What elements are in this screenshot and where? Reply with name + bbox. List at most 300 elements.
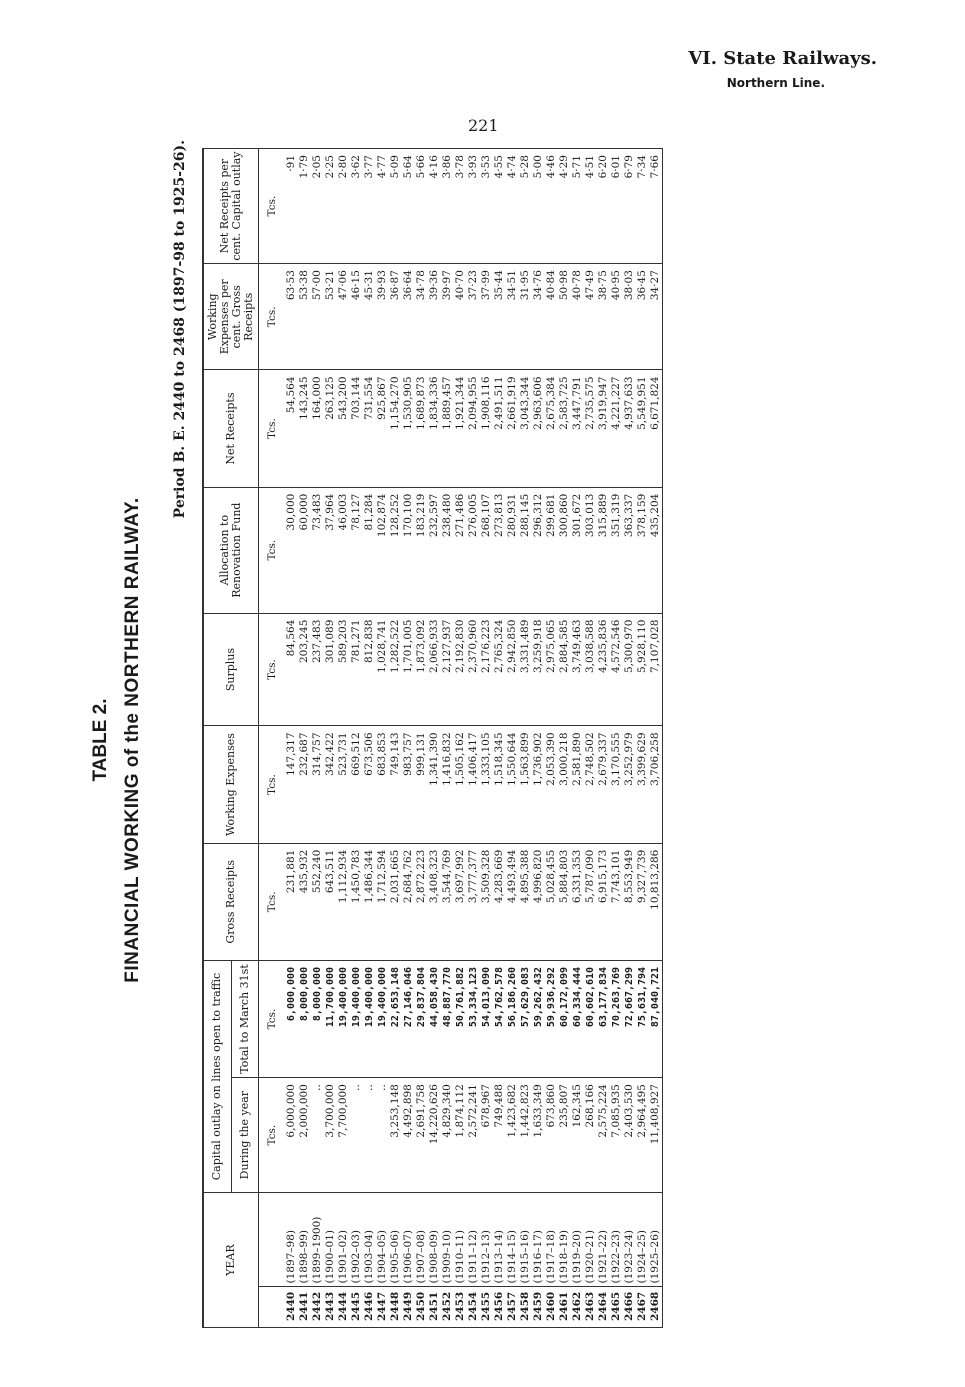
cell-allocation: 128,252: [389, 487, 402, 613]
cell-surplus: 1,873,092: [415, 613, 428, 726]
cell-total-to: 72,667,299: [623, 960, 636, 1077]
cell-be-year: 2463: [584, 1286, 597, 1327]
table-row: [467, 149, 480, 1328]
cell-working-expenses: 2,053,390: [545, 726, 558, 843]
cell-gross-receipts: 2,684,762: [402, 843, 415, 960]
cell-during-year: 14,220,626: [428, 1078, 441, 1193]
unit-label: Tcs.: [259, 264, 286, 370]
cell-allocation: 46,003: [337, 487, 350, 613]
cell-surplus: 1,282,522: [389, 613, 402, 726]
cell-total-to: 19,400,000: [363, 960, 376, 1077]
cell-ce-year: (1901–02): [337, 1193, 350, 1286]
cell-ce-year: (1899–1900): [311, 1193, 324, 1286]
unit-label: Tcs.: [259, 726, 286, 843]
cell-be-year: 2448: [389, 1286, 402, 1327]
cell-allocation: 102,874: [376, 487, 389, 613]
cell-net-pct: 5·28: [519, 149, 532, 264]
cell-gross-receipts: 2,031,665: [389, 843, 402, 960]
cell-gross-receipts: 3,777,377: [467, 843, 480, 960]
cell-working-pct: 37·99: [480, 264, 493, 370]
cell-surplus: 7,107,028: [649, 613, 663, 726]
cell-net-receipts: 1,689,873: [415, 370, 428, 487]
cell-working-expenses: 2,748,502: [584, 726, 597, 843]
cell-surplus: 2,370,960: [467, 613, 480, 726]
cell-ce-year: (1907–08): [415, 1193, 428, 1286]
cell-total-to: 60,172,099: [558, 960, 571, 1077]
table-row: [363, 149, 376, 1328]
cell-working-pct: 39·97: [441, 264, 454, 370]
cell-during-year: 4,492,898: [402, 1078, 415, 1193]
cell-be-year: 2466: [623, 1286, 636, 1327]
cell-total-to: 29,837,804: [415, 960, 428, 1077]
cell-during-year: 2,572,241: [467, 1078, 480, 1193]
col-during-year: During the year: [231, 1078, 258, 1193]
cell-working-pct: 36·45: [636, 264, 649, 370]
cell-working-pct: 47·06: [337, 264, 350, 370]
cell-working-expenses: 669,512: [350, 726, 363, 843]
cell-surplus: 2,127,937: [441, 613, 454, 726]
cell-gross-receipts: 1,712,594: [376, 843, 389, 960]
cell-gross-receipts: 552,240: [311, 843, 324, 960]
unit-label: Tcs.: [259, 149, 286, 264]
cell-net-pct: 6·20: [597, 149, 610, 264]
cell-gross-receipts: 1,450,783: [350, 843, 363, 960]
unit-label: Tcs.: [259, 613, 286, 726]
cell-allocation: 280,931: [506, 487, 519, 613]
table-row: [623, 149, 636, 1328]
cell-surplus: 781,271: [350, 613, 363, 726]
cell-during-year: 6,000,000: [285, 1078, 298, 1193]
cell-total-to: 19,400,000: [350, 960, 363, 1077]
unit-label: Tcs.: [259, 960, 286, 1077]
table-row: [649, 149, 663, 1328]
cell-total-to: 70,263,769: [610, 960, 623, 1077]
cell-net-receipts: 543,200: [337, 370, 350, 487]
cell-gross-receipts: 4,996,820: [532, 843, 545, 960]
cell-during-year: 7,700,000: [337, 1078, 350, 1193]
cell-working-pct: 40·70: [454, 264, 467, 370]
financial-table: [202, 148, 663, 1328]
cell-net-receipts: 703,144: [350, 370, 363, 487]
cell-during-year: 1,633,349: [532, 1078, 545, 1193]
cell-allocation: 276,005: [467, 487, 480, 613]
cell-be-year: 2459: [532, 1286, 545, 1327]
cell-during-year: 2,964,495: [636, 1078, 649, 1193]
cell-be-year: 2450: [415, 1286, 428, 1327]
cell-net-pct: 5·71: [571, 149, 584, 264]
table-heading: FINANCIAL WORKING of the NORTHERN RAILWAY.: [122, 497, 143, 983]
cell-allocation: 37,964: [324, 487, 337, 613]
cell-working-pct: 34·51: [506, 264, 519, 370]
cell-be-year: 2451: [428, 1286, 441, 1327]
cell-working-expenses: 1,736,902: [532, 726, 545, 843]
cell-gross-receipts: 4,493,494: [506, 843, 519, 960]
cell-total-to: 60,602,610: [584, 960, 597, 1077]
table-row: [389, 149, 402, 1328]
cell-net-receipts: 164,000: [311, 370, 324, 487]
table-row: [350, 149, 363, 1328]
cell-during-year: 1,874,112: [454, 1078, 467, 1193]
cell-net-pct: 7·34: [636, 149, 649, 264]
cell-ce-year: (1919–20): [571, 1193, 584, 1286]
col-net-pct: Net Receipts per cent. Capital outlay: [203, 149, 259, 264]
cell-gross-receipts: 2,872,223: [415, 843, 428, 960]
col-allocation: Allocation to Renovation Fund: [203, 487, 259, 613]
cell-during-year: ..: [311, 1078, 324, 1193]
cell-gross-receipts: 643,511: [324, 843, 337, 960]
col-year: YEAR: [203, 1193, 259, 1328]
cell-be-year: 2443: [324, 1286, 337, 1327]
cell-during-year: ..: [363, 1078, 376, 1193]
cell-ce-year: (1925–26): [649, 1193, 663, 1286]
cell-total-to: 48,887,770: [441, 960, 454, 1077]
cell-be-year: 2441: [298, 1286, 311, 1327]
section-title: VI. State Railways.: [688, 48, 877, 69]
cell-working-expenses: 2,679,337: [597, 726, 610, 843]
cell-gross-receipts: 5,028,455: [545, 843, 558, 960]
cell-surplus: 4,572,546: [610, 613, 623, 726]
section-subtitle: Northern Line.: [726, 76, 825, 90]
cell-working-expenses: 673,506: [363, 726, 376, 843]
cell-working-expenses: 1,406,417: [467, 726, 480, 843]
cell-net-pct: 1·79: [298, 149, 311, 264]
cell-total-to: 75,631,794: [636, 960, 649, 1077]
table-row: [506, 149, 519, 1328]
cell-allocation: 183,219: [415, 487, 428, 613]
cell-net-receipts: 143,245: [298, 370, 311, 487]
table-row: [597, 149, 610, 1328]
cell-net-receipts: 5,549,951: [636, 370, 649, 487]
cell-be-year: 2446: [363, 1286, 376, 1327]
cell-be-year: 2447: [376, 1286, 389, 1327]
cell-net-receipts: 1,154,270: [389, 370, 402, 487]
cell-working-pct: 47·49: [584, 264, 597, 370]
cell-during-year: 7,085,935: [610, 1078, 623, 1193]
cell-gross-receipts: 3,697,992: [454, 843, 467, 960]
cell-net-pct: ·91: [285, 149, 298, 264]
cell-allocation: 351,319: [610, 487, 623, 613]
cell-net-pct: 5·64: [402, 149, 415, 264]
cell-working-pct: 45·31: [363, 264, 376, 370]
cell-net-receipts: 263,125: [324, 370, 337, 487]
cell-ce-year: (1918–19): [558, 1193, 571, 1286]
cell-net-pct: 4·51: [584, 149, 597, 264]
cell-total-to: 19,400,000: [376, 960, 389, 1077]
cell-ce-year: (1906–07): [402, 1193, 415, 1286]
cell-gross-receipts: 4,283,669: [493, 843, 506, 960]
cell-ce-year: (1924–25): [636, 1193, 649, 1286]
cell-net-pct: 5·09: [389, 149, 402, 264]
cell-total-to: 57,629,083: [519, 960, 532, 1077]
cell-working-expenses: 1,518,345: [493, 726, 506, 843]
cell-allocation: 73,483: [311, 487, 324, 613]
cell-gross-receipts: 1,112,934: [337, 843, 350, 960]
unit-row: [259, 149, 286, 1328]
table-row: [285, 149, 298, 1328]
cell-be-year: 2453: [454, 1286, 467, 1327]
cell-net-receipts: 2,094,955: [467, 370, 480, 487]
table-row: [558, 149, 571, 1328]
cell-total-to: 59,262,432: [532, 960, 545, 1077]
cell-surplus: 3,331,489: [519, 613, 532, 726]
table-row: [610, 149, 623, 1328]
cell-gross-receipts: 8,553,949: [623, 843, 636, 960]
cell-be-year: 2452: [441, 1286, 454, 1327]
table-row: [571, 149, 584, 1328]
cell-be-year: 2456: [493, 1286, 506, 1327]
cell-total-to: 19,400,000: [337, 960, 350, 1077]
cell-net-pct: 7·66: [649, 149, 663, 264]
cell-net-receipts: 3,919,947: [597, 370, 610, 487]
cell-gross-receipts: 3,408,323: [428, 843, 441, 960]
table-period: Period B. E. 2440 to 2468 (1897-98 to 1925-26).: [172, 140, 188, 519]
cell-net-pct: 4·77: [376, 149, 389, 264]
cell-allocation: 78,127: [350, 487, 363, 613]
cell-working-pct: 36·87: [389, 264, 402, 370]
cell-allocation: 363,337: [623, 487, 636, 613]
cell-surplus: 2,192,830: [454, 613, 467, 726]
cell-be-year: 2460: [545, 1286, 558, 1327]
cell-net-pct: 4·55: [493, 149, 506, 264]
cell-working-pct: 40·78: [571, 264, 584, 370]
cell-net-pct: 2·05: [311, 149, 324, 264]
col-total-to: Total to March 31st: [231, 960, 258, 1077]
cell-net-receipts: 2,735,575: [584, 370, 597, 487]
cell-net-pct: 5·00: [532, 149, 545, 264]
cell-during-year: 3,700,000: [324, 1078, 337, 1193]
cell-during-year: 1,442,823: [519, 1078, 532, 1193]
cell-during-year: 2,403,530: [623, 1078, 636, 1193]
cell-surplus: 3,038,588: [584, 613, 597, 726]
unit-label: Tcs.: [259, 370, 286, 487]
cell-during-year: 2,575,224: [597, 1078, 610, 1193]
cell-net-receipts: 2,675,384: [545, 370, 558, 487]
cell-total-to: 60,334,444: [571, 960, 584, 1077]
cell-allocation: 273,813: [493, 487, 506, 613]
cell-working-expenses: 3,706,258: [649, 726, 663, 843]
cell-total-to: 59,936,292: [545, 960, 558, 1077]
cell-net-receipts: 54,564: [285, 370, 298, 487]
cell-net-receipts: 1,530,905: [402, 370, 415, 487]
table-row: [454, 149, 467, 1328]
cell-surplus: 2,975,065: [545, 613, 558, 726]
cell-allocation: 238,480: [441, 487, 454, 613]
cell-working-expenses: 683,853: [376, 726, 389, 843]
cell-net-receipts: 2,583,725: [558, 370, 571, 487]
cell-ce-year: (1909–10): [441, 1193, 454, 1286]
cell-ce-year: (1923–24): [623, 1193, 636, 1286]
cell-total-to: 27,146,046: [402, 960, 415, 1077]
cell-surplus: 203,245: [298, 613, 311, 726]
cell-be-year: 2440: [285, 1286, 298, 1327]
cell-allocation: 299,681: [545, 487, 558, 613]
cell-surplus: 5,300,970: [623, 613, 636, 726]
cell-working-pct: 39·36: [428, 264, 441, 370]
cell-gross-receipts: 5,787,090: [584, 843, 597, 960]
cell-be-year: 2445: [350, 1286, 363, 1327]
cell-during-year: 2,691,758: [415, 1078, 428, 1193]
cell-net-pct: 5·66: [415, 149, 428, 264]
cell-surplus: 1,701,005: [402, 613, 415, 726]
cell-working-expenses: 3,399,629: [636, 726, 649, 843]
cell-surplus: 2,942,850: [506, 613, 519, 726]
cell-gross-receipts: 10,813,286: [649, 843, 663, 960]
cell-working-expenses: 314,757: [311, 726, 324, 843]
cell-be-year: 2468: [649, 1286, 663, 1327]
col-capital-outlay: Capital outlay on lines open to traffic: [203, 960, 231, 1192]
cell-working-expenses: 1,505,162: [454, 726, 467, 843]
cell-net-receipts: 6,671,824: [649, 370, 663, 487]
cell-total-to: 8,000,000: [298, 960, 311, 1077]
table-row: [519, 149, 532, 1328]
cell-net-receipts: 1,889,457: [441, 370, 454, 487]
col-surplus: Surplus: [203, 613, 259, 726]
table-row: [532, 149, 545, 1328]
cell-allocation: 288,145: [519, 487, 532, 613]
cell-during-year: 4,829,340: [441, 1078, 454, 1193]
cell-working-pct: 50·98: [558, 264, 571, 370]
cell-net-pct: 3·78: [454, 149, 467, 264]
cell-gross-receipts: 3,544,769: [441, 843, 454, 960]
cell-allocation: 30,000: [285, 487, 298, 613]
cell-net-receipts: 2,491,511: [493, 370, 506, 487]
table-row: [584, 149, 597, 1328]
cell-net-receipts: 925,867: [376, 370, 389, 487]
cell-allocation: 435,204: [649, 487, 663, 613]
cell-surplus: 1,028,741: [376, 613, 389, 726]
cell-during-year: 3,253,148: [389, 1078, 402, 1193]
cell-total-to: 22,653,148: [389, 960, 402, 1077]
table-row: [376, 149, 389, 1328]
cell-ce-year: (1916–17): [532, 1193, 545, 1286]
cell-ce-year: (1911–12): [467, 1193, 480, 1286]
table-row: [480, 149, 493, 1328]
cell-gross-receipts: 4,895,388: [519, 843, 532, 960]
cell-total-to: 11,700,000: [324, 960, 337, 1077]
cell-allocation: 271,486: [454, 487, 467, 613]
cell-gross-receipts: 231,881: [285, 843, 298, 960]
unit-label: Tcs.: [259, 1078, 286, 1193]
cell-net-receipts: 2,963,606: [532, 370, 545, 487]
cell-be-year: 2455: [480, 1286, 493, 1327]
cell-allocation: 300,860: [558, 487, 571, 613]
cell-total-to: 54,762,578: [493, 960, 506, 1077]
cell-surplus: 2,765,324: [493, 613, 506, 726]
cell-be-year: 2444: [337, 1286, 350, 1327]
cell-working-expenses: 3,170,555: [610, 726, 623, 843]
cell-surplus: 84,564: [285, 613, 298, 726]
cell-working-pct: 34·76: [532, 264, 545, 370]
cell-during-year: 235,807: [558, 1078, 571, 1193]
table-label: TABLE 2.: [90, 698, 111, 782]
cell-total-to: 54,013,090: [480, 960, 493, 1077]
table-row: [428, 149, 441, 1328]
cell-ce-year: (1910–11): [454, 1193, 467, 1286]
cell-during-year: 749,488: [493, 1078, 506, 1193]
cell-during-year: ..: [350, 1078, 363, 1193]
page-number: 221: [468, 116, 499, 135]
unit-label: Tcs.: [259, 843, 286, 960]
cell-gross-receipts: 3,509,328: [480, 843, 493, 960]
cell-during-year: 2,000,000: [298, 1078, 311, 1193]
table-row: [415, 149, 428, 1328]
cell-ce-year: (1922–23): [610, 1193, 623, 1286]
cell-net-pct: 2·80: [337, 149, 350, 264]
cell-net-receipts: 1,908,116: [480, 370, 493, 487]
cell-net-pct: 6·01: [610, 149, 623, 264]
cell-working-pct: 35·44: [493, 264, 506, 370]
cell-working-pct: 39·93: [376, 264, 389, 370]
cell-net-receipts: 4,221,227: [610, 370, 623, 487]
cell-total-to: 50,761,882: [454, 960, 467, 1077]
cell-total-to: 63,177,834: [597, 960, 610, 1077]
cell-surplus: 3,259,918: [532, 613, 545, 726]
cell-working-pct: 40·95: [610, 264, 623, 370]
cell-be-year: 2458: [519, 1286, 532, 1327]
cell-during-year: 1,423,682: [506, 1078, 519, 1193]
cell-net-pct: 3·93: [467, 149, 480, 264]
cell-during-year: 11,408,927: [649, 1078, 663, 1193]
cell-working-pct: 63·53: [285, 264, 298, 370]
cell-surplus: 237,483: [311, 613, 324, 726]
cell-surplus: 812,838: [363, 613, 376, 726]
cell-allocation: 60,000: [298, 487, 311, 613]
cell-surplus: 4,235,836: [597, 613, 610, 726]
cell-working-pct: 53·21: [324, 264, 337, 370]
cell-working-expenses: 523,731: [337, 726, 350, 843]
cell-ce-year: (1905–06): [389, 1193, 402, 1286]
cell-gross-receipts: 6,331,353: [571, 843, 584, 960]
cell-total-to: 6,000,000: [285, 960, 298, 1077]
cell-net-receipts: 4,937,633: [623, 370, 636, 487]
table-row: [493, 149, 506, 1328]
cell-net-pct: 3·53: [480, 149, 493, 264]
cell-during-year: 673,860: [545, 1078, 558, 1193]
cell-ce-year: (1908–09): [428, 1193, 441, 1286]
cell-ce-year: (1913–14): [493, 1193, 506, 1286]
table-row: [545, 149, 558, 1328]
cell-working-expenses: 983,757: [402, 726, 415, 843]
cell-net-pct: 3·77: [363, 149, 376, 264]
cell-net-receipts: 1,834,336: [428, 370, 441, 487]
cell-during-year: 268,166: [584, 1078, 597, 1193]
cell-be-year: 2462: [571, 1286, 584, 1327]
cell-surplus: 3,749,463: [571, 613, 584, 726]
table-row: [402, 149, 415, 1328]
unit-label: Tcs.: [259, 487, 286, 613]
cell-ce-year: (1920–21): [584, 1193, 597, 1286]
cell-working-expenses: 232,687: [298, 726, 311, 843]
cell-allocation: 378,159: [636, 487, 649, 613]
table-row: [298, 149, 311, 1328]
cell-allocation: 81,284: [363, 487, 376, 613]
cell-net-pct: 2·25: [324, 149, 337, 264]
cell-net-receipts: 1,921,344: [454, 370, 467, 487]
cell-working-pct: 34·78: [415, 264, 428, 370]
cell-during-year: 678,967: [480, 1078, 493, 1193]
table-row: [337, 149, 350, 1328]
cell-ce-year: (1915–16): [519, 1193, 532, 1286]
cell-net-pct: 6·79: [623, 149, 636, 264]
cell-gross-receipts: 1,486,344: [363, 843, 376, 960]
cell-surplus: 589,203: [337, 613, 350, 726]
cell-working-pct: 40·84: [545, 264, 558, 370]
cell-gross-receipts: 5,884,803: [558, 843, 571, 960]
col-net-receipts: Net Receipts: [203, 370, 259, 487]
cell-working-expenses: 1,341,390: [428, 726, 441, 843]
cell-be-year: 2449: [402, 1286, 415, 1327]
cell-allocation: 296,312: [532, 487, 545, 613]
